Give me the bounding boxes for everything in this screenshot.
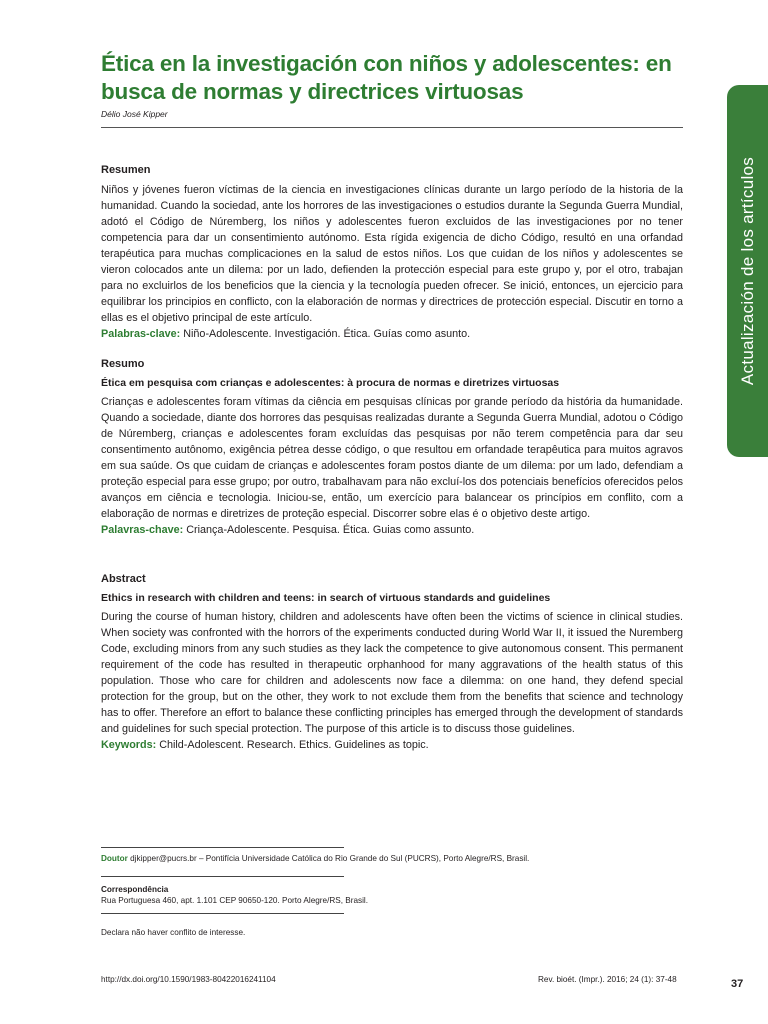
resumen-keywords-text: Niño-Adolescente. Investigación. Ética. Guías como asunto. — [183, 328, 471, 340]
resumo-subtitle: Ética em pesquisa com crianças e adolescentes: à procura de normas e diretrizes virtuosas — [101, 377, 560, 389]
correspondence-address: Rua Portuguesa 460, apt. 1.101 CEP 90650-120. Porto Alegre/RS, Brasil. — [101, 896, 369, 905]
article-author: Délio José Kipper — [101, 109, 168, 119]
footnote-divider-3 — [101, 913, 344, 914]
resumen-heading: Resumen — [101, 164, 151, 176]
correspondence-label: Correspondência — [101, 885, 169, 894]
side-tab-label: Actualización de los artículos — [737, 156, 757, 386]
resumen-keywords-label: Palabras-clave: — [101, 328, 181, 340]
footnote-divider-2 — [101, 876, 344, 877]
abstract-section — [101, 572, 683, 753]
conflict-statement: Declara não haver conflito de interesse. — [101, 928, 246, 937]
abstract-keywords — [101, 737, 683, 753]
resumo-body: Crianças e adolescentes foram vítimas da ciência em pesquisas clínicas por grande período da história da humanidade. Quando a sociedade, diante dos horrores das pesquisas realizadas durante a Segunda Guerra Mundial, adotou o Código de Núremberg, crianças e adolescentes foram excluídas das pesquisas por não terem competência para dar seu consentimento autônomo, exigência pétrea desse código, o que resultou em orfandade terapêutica para muitos agravos em sua saúde. Os que cuidam de crianças e adolescentes foram postos diante de um dilema: por um lado, defendiam a proteção especial para esse grupo; por outro, trabalhavam para não excluí-los dos potenciais benefícios oferecidos pelos avanços em ciência e tecnologia. Iniciou-se, então, um exercício para balancear os princípios em conflito, com a elaboração de normas e diretrizes de proteção especial. Discorrer sobre elas é o objetivo deste artigo. — [101, 396, 683, 520]
resumo-keywords-label: Palavras-chave: — [101, 524, 184, 536]
resumen-keywords — [101, 326, 683, 342]
title-divider — [101, 127, 683, 128]
resumo-heading: Resumo — [101, 358, 145, 370]
resumen-body: Niños y jóvenes fueron víctimas de la ciencia en investigaciones clínicas durante un largo período de la historia de la humanidad. Cuando la sociedad, ante los horrores de las investigaciones o estudios durante la Segunda Guerra Mundial, adotó el Código de Núremberg, los niños y adolescentes fueron excluidos de las investigaciones por no tener competencia para dar un consentimiento autónomo. Esta rígida exigencia de dicho Código, resultó en una orfandad terapéutica para muchas complicaciones en la salud de estos niños. Los que cuidan de los niños y adolescentes se vieron colocados ante un dilema: por un lado, defienden la protección especial para este grupo y, por el otro, trabajan para no excluirlos de los beneficios que la ciencia y la tecnología pueden ofrecer. Se inició, entonces, un ejercicio para equilibrar los principios en conflicto, con la elaboración de normas y directrices de protección especial. Discutir en torno a ellas es el objetivo principal de este artículo. — [101, 184, 683, 324]
section-side-tab — [727, 85, 768, 457]
resumo-keywords-text: Criança-Adolescente. Pesquisa. Ética. Guias como assunto. — [186, 524, 475, 536]
page-number: 37 — [731, 978, 744, 990]
author-degree: Doutor — [101, 854, 128, 863]
resumen-section — [101, 163, 683, 342]
correspondence-footnote — [101, 884, 701, 906]
article-title: Ética en la investigación con niños y adolescentes: en busca de normas y directrices virtuosas — [101, 51, 672, 104]
resumo-keywords — [101, 522, 683, 538]
footnote-divider — [101, 847, 344, 848]
author-footnote — [101, 853, 701, 864]
abstract-keywords-label: Keywords: — [101, 739, 157, 751]
resumo-section — [101, 357, 683, 538]
abstract-body: During the course of human history, children and adolescents have often been the victims of science in clinical studies. When society was confronted with the horrors of the experiments conducted during World War II, it issued the Nuremberg Code, excluding minors from any such studies as they lack the competence to give autonomous consent. This permanent requirement of the code has resulted in therapeutic orphanhood for many aggravations of the health status of this population. Those who care for children and adolescents now face a dilemma: on one hand, they defend special protection for the group, but on the other, they work to not exclude them from the benefits that science and technology has to offer. Therefore an effort to balance these conflicting principles has emerged through the development of standards and guidelines for such special protection. The purpose of this article is to discuss those guidelines. — [101, 611, 683, 735]
author-affiliation: djkipper@pucrs.br – Pontifícia Universidade Católica do Rio Grande do Sul (PUCRS), Porto Alegre/RS, Brasil. — [130, 854, 530, 863]
abstract-keywords-text: Child-Adolescent. Research. Ethics. Guidelines as topic. — [159, 739, 429, 751]
abstract-heading: Abstract — [101, 573, 146, 585]
journal-citation: Rev. bioét. (Impr.). 2016; 24 (1): 37-48 — [538, 975, 677, 984]
doi-link[interactable]: http://dx.doi.org/10.1590/1983-80422016241104 — [101, 975, 276, 984]
abstract-subtitle: Ethics in research with children and teens: in search of virtuous standards and guidelines — [101, 592, 551, 604]
